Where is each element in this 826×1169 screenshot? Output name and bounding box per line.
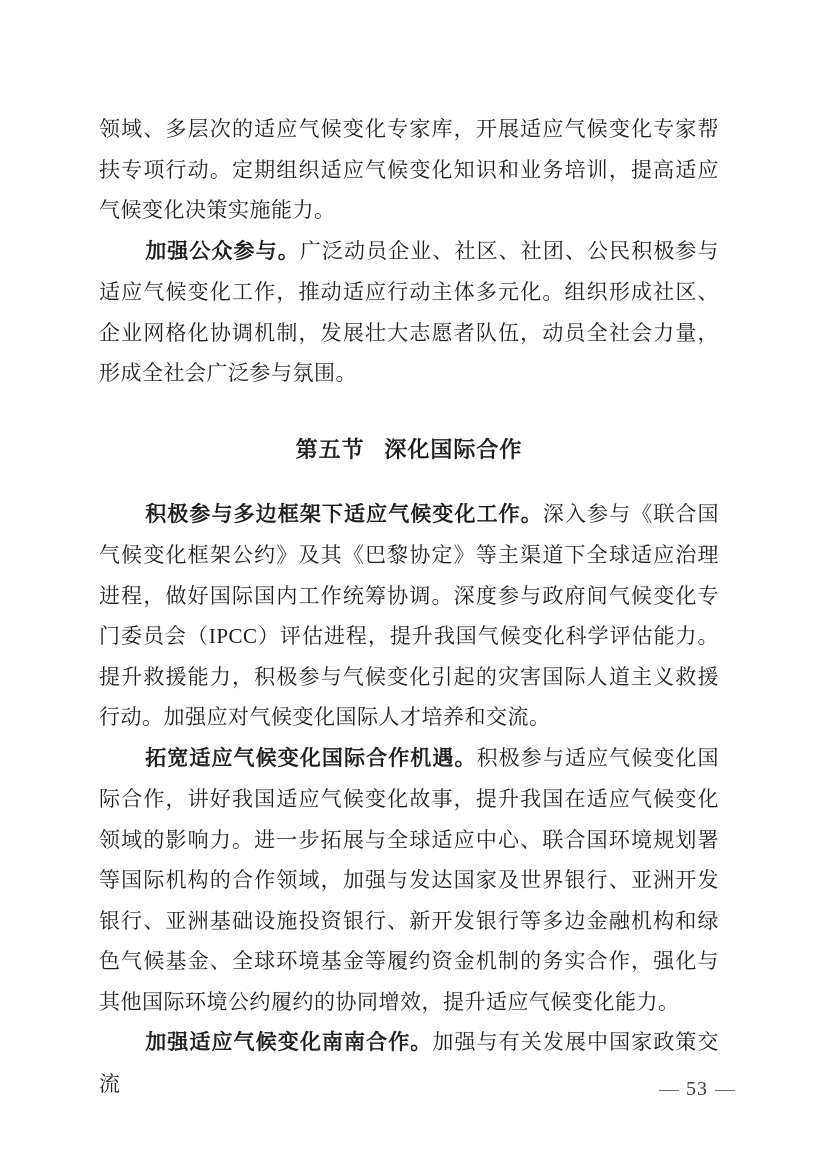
section-heading	[99, 430, 719, 470]
paragraph-text: 积极参与适应气候变化国际合作，讲好我国适应气候变化故事，提升我国在适应气候变化领域的影响力。进一步拓展与全球适应中心、联合国环境规划署等国际机构的合作领域，加强与发达国家及世界银行、亚洲开发银行、亚洲基础设施投资银行、新开发银行等多边金融机构和绿色气候基金、全球环境基金等履约资金机制的务实合作，强化与其他国际环境公约履约的协同增效，提升适应气候变化能力。	[99, 745, 720, 1014]
section-heading-title: 深化国际合作	[384, 436, 523, 462]
paragraph-lead-bold: 积极参与多边框架下适应气候变化工作。	[145, 502, 543, 526]
paragraph-public-participation	[99, 231, 719, 394]
page-number-right-dash: —	[715, 1078, 735, 1100]
page-number-left-dash: —	[659, 1078, 679, 1100]
paragraph-lead-bold: 加强公众参与。	[145, 239, 300, 263]
paragraph-text: 领域、多层次的适应气候变化专家库，开展适应气候变化专家帮扶专项行动。定期组织适应气候变化知识和业务培训，提高适应气候变化决策实施能力。	[99, 117, 719, 222]
page-number-value: 53	[686, 1078, 708, 1100]
paragraph-continuation	[99, 109, 719, 231]
paragraph-multilateral-frameworks	[99, 494, 719, 738]
section-heading-number: 第五节	[295, 436, 365, 462]
paragraph-text: 广泛动员企业、社区、社团、公民积极参与适应气候变化工作，推动适应行动主体多元化。组织形成社区、企业网格化协调机制，发展壮大志愿者队伍，动员全社会力量，形成全社会广泛参与氛围。	[99, 238, 720, 385]
document-body	[99, 109, 719, 1104]
paragraph-south-south-cooperation	[99, 1022, 719, 1104]
paragraph-lead-bold: 拓宽适应气候变化国际合作机遇。	[145, 746, 477, 770]
paragraph-international-cooperation	[99, 738, 719, 1023]
page-number	[652, 1077, 742, 1101]
paragraph-lead-bold: 加强适应气候变化南南合作。	[145, 1031, 433, 1054]
paragraph-text: 深入参与《联合国气候变化框架公约》及其《巴黎协定》等主渠道下全球适应治理进程，做好国际国内工作统筹协调。深度参与政府间气候变化专门委员会（IPCC）评估进程，提升我国气候变化科学评估能力。提升救援能力，积极参与气候变化引起的灾害国际人道主义救援行动。加强应对气候变化国际人才培养和交流。	[99, 501, 720, 729]
paragraph-text: 加强与有关发展中国家政策交流	[99, 1030, 719, 1096]
